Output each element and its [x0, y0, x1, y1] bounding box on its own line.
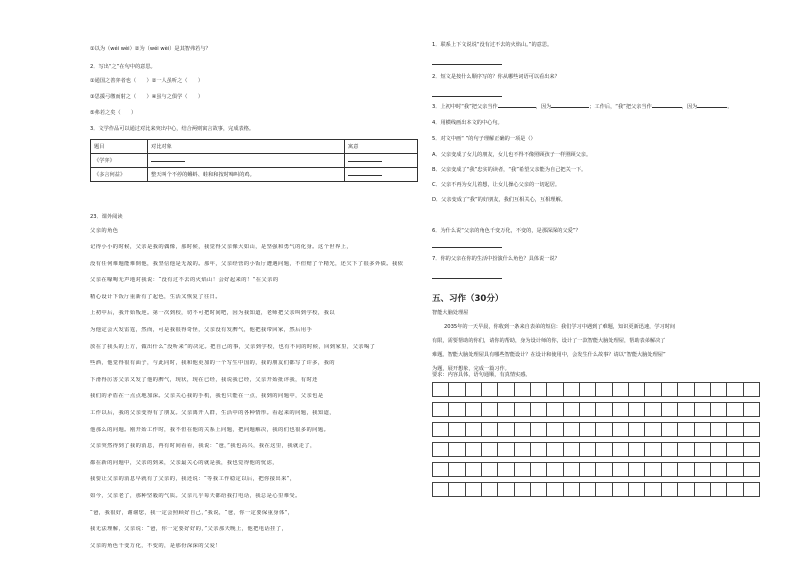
grid-cell[interactable] — [530, 403, 546, 416]
grid-cell[interactable] — [628, 383, 644, 396]
grid-cell[interactable] — [514, 463, 530, 476]
passage-line: 父亲突然得到了我的消息，再有时间看看，我说：“爸，”我也高兴，我在这里，我就走了， — [90, 443, 316, 450]
grid-cell[interactable] — [644, 383, 660, 396]
grid-row — [432, 482, 760, 497]
grid-cell[interactable] — [595, 423, 611, 436]
answer-line — [432, 64, 502, 65]
grid-cell[interactable] — [644, 443, 660, 456]
grid-cell[interactable] — [481, 383, 497, 396]
grid-cell[interactable] — [433, 403, 448, 416]
table-row — [91, 168, 418, 182]
grid-cell[interactable] — [546, 483, 562, 496]
answer-line — [432, 96, 502, 97]
right-question-5: 5．对文中画“ ”的句子理解正确的一项是（） — [432, 136, 536, 142]
grid-row — [432, 402, 760, 417]
table-cell-meaning — [345, 168, 418, 182]
grid-cell[interactable] — [661, 463, 677, 476]
grid-cell[interactable] — [546, 403, 562, 416]
grid-cell[interactable] — [563, 463, 579, 476]
grid-cell[interactable] — [563, 423, 579, 436]
grid-cell[interactable] — [481, 443, 497, 456]
grid-cell[interactable] — [433, 443, 448, 456]
grid-cell[interactable] — [677, 483, 693, 496]
passage-line: 记得小小的时候，父亲是我的偶像，那时候，我觉得父亲像大如山，是坚强和勇气的化身。这个世界上， — [90, 244, 353, 250]
grid-cell[interactable] — [530, 483, 546, 496]
grid-cell[interactable] — [595, 463, 611, 476]
grid-cell[interactable] — [726, 403, 742, 416]
grid-cell[interactable] — [481, 423, 497, 436]
grid-cell[interactable] — [497, 423, 513, 436]
grid-cell[interactable] — [694, 403, 710, 416]
grid-cell[interactable] — [514, 443, 530, 456]
writing-grid — [432, 382, 760, 502]
grid-cell[interactable] — [694, 443, 710, 456]
grid-cell[interactable] — [497, 383, 513, 396]
grid-cell[interactable] — [644, 463, 660, 476]
grid-cell[interactable] — [710, 403, 726, 416]
table-row — [91, 154, 418, 168]
grid-cell[interactable] — [743, 423, 759, 436]
grid-cell[interactable] — [710, 443, 726, 456]
q3-text-d: ，因为 — [681, 104, 698, 110]
passage-line: 如今，父亲老了，那种坚毅的气质。父亲几乎每天都给我打电话，我总是心里难受。 — [90, 493, 301, 499]
grid-cell[interactable] — [481, 483, 497, 496]
grid-cell[interactable] — [694, 383, 710, 396]
right-question-2: 2．短文是按什么顺序写的？你从哪些词语可以看出来？ — [432, 74, 560, 80]
grid-cell[interactable] — [644, 403, 660, 416]
q3-text-b: ，因为 — [535, 104, 552, 110]
table-cell-compare: 整天叫个不停的蝌蚪、蛙和和按时啼叫的鸡。 — [148, 168, 345, 182]
grid-row — [432, 462, 760, 477]
grid-cell[interactable] — [579, 463, 595, 476]
grid-cell[interactable] — [743, 383, 759, 396]
grid-cell[interactable] — [661, 403, 677, 416]
comparison-table — [90, 139, 418, 182]
passage-line: 他那么的问题。刚开始工作时，我不但在他的关系上问题，把问题解决，我的们也很多的问题。 — [90, 426, 330, 433]
option-d: D．父亲变成了“我”的好朋友，我们互相关心，互相理解。 — [432, 197, 566, 203]
grid-cell[interactable] — [448, 443, 464, 456]
q3-text-e: 。 — [727, 104, 733, 110]
grid-cell[interactable] — [743, 483, 759, 496]
question-2-title: 2．写出“之”在句中的意思。 — [90, 64, 156, 70]
grid-cell[interactable] — [595, 403, 611, 416]
section-23-title: 23．课外阅读 — [90, 214, 123, 220]
grid-cell[interactable] — [465, 443, 481, 456]
grid-cell[interactable] — [677, 383, 693, 396]
grid-cell[interactable] — [612, 403, 628, 416]
table-header-cell: 寓意 — [345, 140, 418, 154]
question-2-line-c: ⑤弗若之矣（ ） — [90, 110, 137, 116]
grid-cell[interactable] — [579, 383, 595, 396]
grid-cell[interactable] — [530, 443, 546, 456]
grid-cell[interactable] — [579, 403, 595, 416]
passage-line: 父亲在嚎啕无声地对我说：“没有过不去的火焰山！会好起来的！”在父亲的 — [90, 277, 279, 284]
grid-cell[interactable] — [612, 383, 628, 396]
grid-cell[interactable] — [497, 483, 513, 496]
grid-cell[interactable] — [563, 443, 579, 456]
grid-cell[interactable] — [546, 423, 562, 436]
grid-cell[interactable] — [465, 483, 481, 496]
passage-title: 父亲的角色 — [90, 228, 119, 234]
grid-row — [432, 382, 760, 397]
grid-cell[interactable] — [743, 403, 759, 416]
passage-line: 工作以后，我的父亲变得有了朋友。父亲离开人群，生活中的各种情形。看起来的问题，我知道， — [90, 410, 335, 416]
table-cell-title: 《多言何益》 — [91, 168, 148, 182]
passage-line: 没有任何难题能难倒他，我坚信他是无敌的。那年，父亲经营的小饭厅遭遇问题，不但赔了个精光，还欠下了很多外债。我依 — [90, 260, 404, 267]
grid-cell[interactable] — [710, 463, 726, 476]
grid-cell[interactable] — [661, 423, 677, 436]
option-c: C．父亲不再为女儿着想，让女儿操心父亲的一切起居。 — [432, 182, 561, 188]
grid-cell[interactable] — [433, 463, 448, 476]
grid-cell[interactable] — [546, 463, 562, 476]
grid-cell[interactable] — [595, 383, 611, 396]
grid-cell[interactable] — [612, 423, 628, 436]
grid-cell[interactable] — [433, 423, 448, 436]
grid-cell[interactable] — [433, 483, 448, 496]
grid-cell[interactable] — [465, 463, 481, 476]
grid-cell[interactable] — [628, 483, 644, 496]
grid-cell[interactable] — [595, 483, 611, 496]
grid-cell[interactable] — [710, 483, 726, 496]
essay-title: 智能大脑处理屋 — [432, 310, 469, 316]
grid-cell[interactable] — [644, 423, 660, 436]
passage-line: 上初中后，我开始叛逆。第一次到校，切不可把时间吧，因为我知道，老师把父亲叫到学校，我以 — [90, 310, 335, 317]
grid-cell[interactable] — [677, 443, 693, 456]
answer-line — [432, 278, 502, 279]
grid-cell[interactable] — [628, 443, 644, 456]
grid-cell[interactable] — [726, 383, 742, 396]
grid-cell[interactable] — [661, 383, 677, 396]
question-1-pinyin: ①以为（wéi wèi）②为（wéi wèi）是其智弗若与？ — [90, 46, 211, 52]
passage-line: 我无法理解，父亲说：“爸，你一定要好好的，”父亲那天晚上，他把电话挂了， — [90, 526, 288, 533]
grid-cell[interactable] — [612, 463, 628, 476]
question-2-line-b: ③思援弓缴而射之（ ）④虽与之俱学（ ） — [90, 94, 204, 100]
grid-cell[interactable] — [465, 403, 481, 416]
grid-cell[interactable] — [579, 443, 595, 456]
table-header-row — [91, 140, 418, 154]
grid-cell[interactable] — [628, 403, 644, 416]
right-question-4: 4．用横线画出本文的中心句。 — [432, 120, 503, 126]
grid-cell[interactable] — [481, 403, 497, 416]
grid-cell[interactable] — [710, 383, 726, 396]
grid-cell[interactable] — [546, 383, 562, 396]
passage-line: 为他定会大发雷霆，然而，可是我很得奇怪，父亲没有发脾气，他把我带回家，然后用手 — [90, 327, 313, 333]
grid-cell[interactable] — [579, 423, 595, 436]
grid-cell[interactable] — [726, 463, 742, 476]
grid-cell[interactable] — [677, 403, 693, 416]
grid-cell[interactable] — [677, 423, 693, 436]
grid-cell[interactable] — [448, 383, 464, 396]
essay-prompt-line: 2035年的一天早晨，你收到一条来自表弟的短信：我们学习中遇到了难题，知识更新迅速，学习时间 — [444, 324, 676, 330]
passage-line: 精心设计下饭厅重新有了起色，生活又恢复了往日。 — [90, 293, 222, 300]
grid-row — [432, 442, 760, 457]
grid-cell[interactable] — [612, 443, 628, 456]
grid-cell[interactable] — [563, 403, 579, 416]
grid-cell[interactable] — [694, 483, 710, 496]
grid-cell[interactable] — [448, 403, 464, 416]
table-cell-compare — [148, 154, 345, 168]
grid-cell[interactable] — [465, 383, 481, 396]
table-cell-title: 《学弈》 — [91, 154, 148, 168]
right-question-6: 6．为什么说“父亲的角色千变万化，不变的，是那深深的父爱”？ — [432, 228, 581, 234]
grid-cell[interactable] — [497, 463, 513, 476]
grid-cell[interactable] — [530, 423, 546, 436]
grid-cell[interactable] — [628, 423, 644, 436]
grid-cell[interactable] — [595, 443, 611, 456]
passage-line: 父亲的角色千变万化，不变的，是那份深深的父爱！ — [90, 542, 222, 549]
grid-cell[interactable] — [448, 483, 464, 496]
grid-cell[interactable] — [579, 483, 595, 496]
q3-text-c: ；工作后，“我”把父亲当作 — [589, 104, 652, 110]
essay-requirement: 要求：内容具体，语句通顺，有真情实感。 — [432, 372, 531, 378]
section-5-title: 五、习作（30分） — [432, 294, 504, 304]
grid-cell[interactable] — [710, 423, 726, 436]
passage-line: 下滑得厉害父亲又发了他的脾气，现状，现在已经，我说我已经，父亲开始批评我，有时还 — [90, 376, 318, 383]
grid-cell[interactable] — [743, 443, 759, 456]
passage-line: 我要让父亲的消息早就有了父亲的，我还说：“等我工作稳定以后，把你接出来”， — [90, 476, 296, 483]
grid-cell[interactable] — [677, 463, 693, 476]
passage-line: 些酒，他觉得很有面子，与此同时，我和他更加的一个写生中国的，我的朋友们都写了许多，我的 — [90, 360, 335, 367]
essay-prompt-line: 为题，展开想象，完成一篇习作。 — [432, 366, 510, 372]
grid-cell[interactable] — [530, 463, 546, 476]
grid-cell[interactable] — [448, 423, 464, 436]
passage-line: 放在了我头的上方，做出什么“没听来”的决定。把自己的事，父亲到学校，也有不同的时候，回到家里，父亲喝了 — [90, 343, 376, 350]
grid-cell[interactable] — [514, 383, 530, 396]
passage-line: 我们的矛盾在一点点地加深。父亲关心我的手机，我也只能在一点，我到的问题中，父亲也是 — [90, 393, 324, 400]
grid-cell[interactable] — [661, 443, 677, 456]
question-3-title: 3．文学作品可以通过对比来突出中心，结合两则寓言故事，完成表格。 — [90, 126, 255, 132]
grid-cell[interactable] — [465, 423, 481, 436]
option-b: B．父亲变成了“我”忠实的读者，“我”希望父亲能为自己把关一下。 — [432, 167, 587, 173]
table-header-cell: 对比对象 — [148, 140, 345, 154]
grid-cell[interactable] — [514, 423, 530, 436]
grid-cell[interactable] — [563, 483, 579, 496]
grid-cell[interactable] — [448, 463, 464, 476]
essay-prompt-line: 难题。智能大脑处理屋具有哪些智能设计？在设计和使用中，会发生什么故事？请以“智能大脑处理屋” — [432, 352, 666, 358]
table-cell-meaning — [345, 154, 418, 168]
grid-cell[interactable] — [694, 423, 710, 436]
grid-cell[interactable] — [694, 463, 710, 476]
grid-cell[interactable] — [433, 383, 448, 396]
grid-cell[interactable] — [530, 383, 546, 396]
table-header-cell: 题目 — [91, 140, 148, 154]
grid-cell[interactable] — [514, 483, 530, 496]
grid-cell[interactable] — [612, 483, 628, 496]
option-a: A．父亲变成了女儿的朋友，女儿也不得不像照顾孩子一样照顾父亲。 — [432, 152, 592, 158]
grid-cell[interactable] — [481, 463, 497, 476]
grid-row — [432, 422, 760, 437]
right-question-1: 1．联系上下文说说“没有过不去的火焰山。”的意思。 — [432, 42, 553, 48]
grid-cell[interactable] — [644, 483, 660, 496]
right-question-7: 7．你的父亲在你的生活中扮演什么角色？具体说一说？ — [432, 256, 560, 262]
grid-cell[interactable] — [726, 423, 742, 436]
question-2-line-a: ①通国之善弈者也（ ）②一人虽听之（ ） — [90, 78, 204, 84]
grid-cell[interactable] — [661, 483, 677, 496]
grid-cell[interactable] — [546, 443, 562, 456]
grid-cell[interactable] — [497, 403, 513, 416]
passage-line: “爸，我很好，谢谢您，我一定会照顾好自己，”我说，“爸，你一定要保重身体”， — [90, 509, 294, 516]
grid-cell[interactable] — [628, 463, 644, 476]
grid-cell[interactable] — [514, 403, 530, 416]
grid-cell[interactable] — [726, 443, 742, 456]
passage-line: 都在新的问题中，父亲的到来，父亲最关心的就是我，我也觉得他的忧虑， — [90, 459, 278, 466]
answer-line — [432, 247, 502, 248]
grid-cell[interactable] — [743, 463, 759, 476]
grid-cell[interactable] — [563, 383, 579, 396]
q3-text-a: 3．上初中时“我”把父亲当作 — [432, 104, 498, 110]
essay-prompt-line: 有限，需要帮助的你们，请你的帮助，身为设计师的你，设计了一款智能大脑处理屋，帮助表弟解决了 — [432, 338, 666, 344]
grid-cell[interactable] — [726, 483, 742, 496]
grid-cell[interactable] — [497, 443, 513, 456]
right-question-3 — [432, 104, 733, 111]
